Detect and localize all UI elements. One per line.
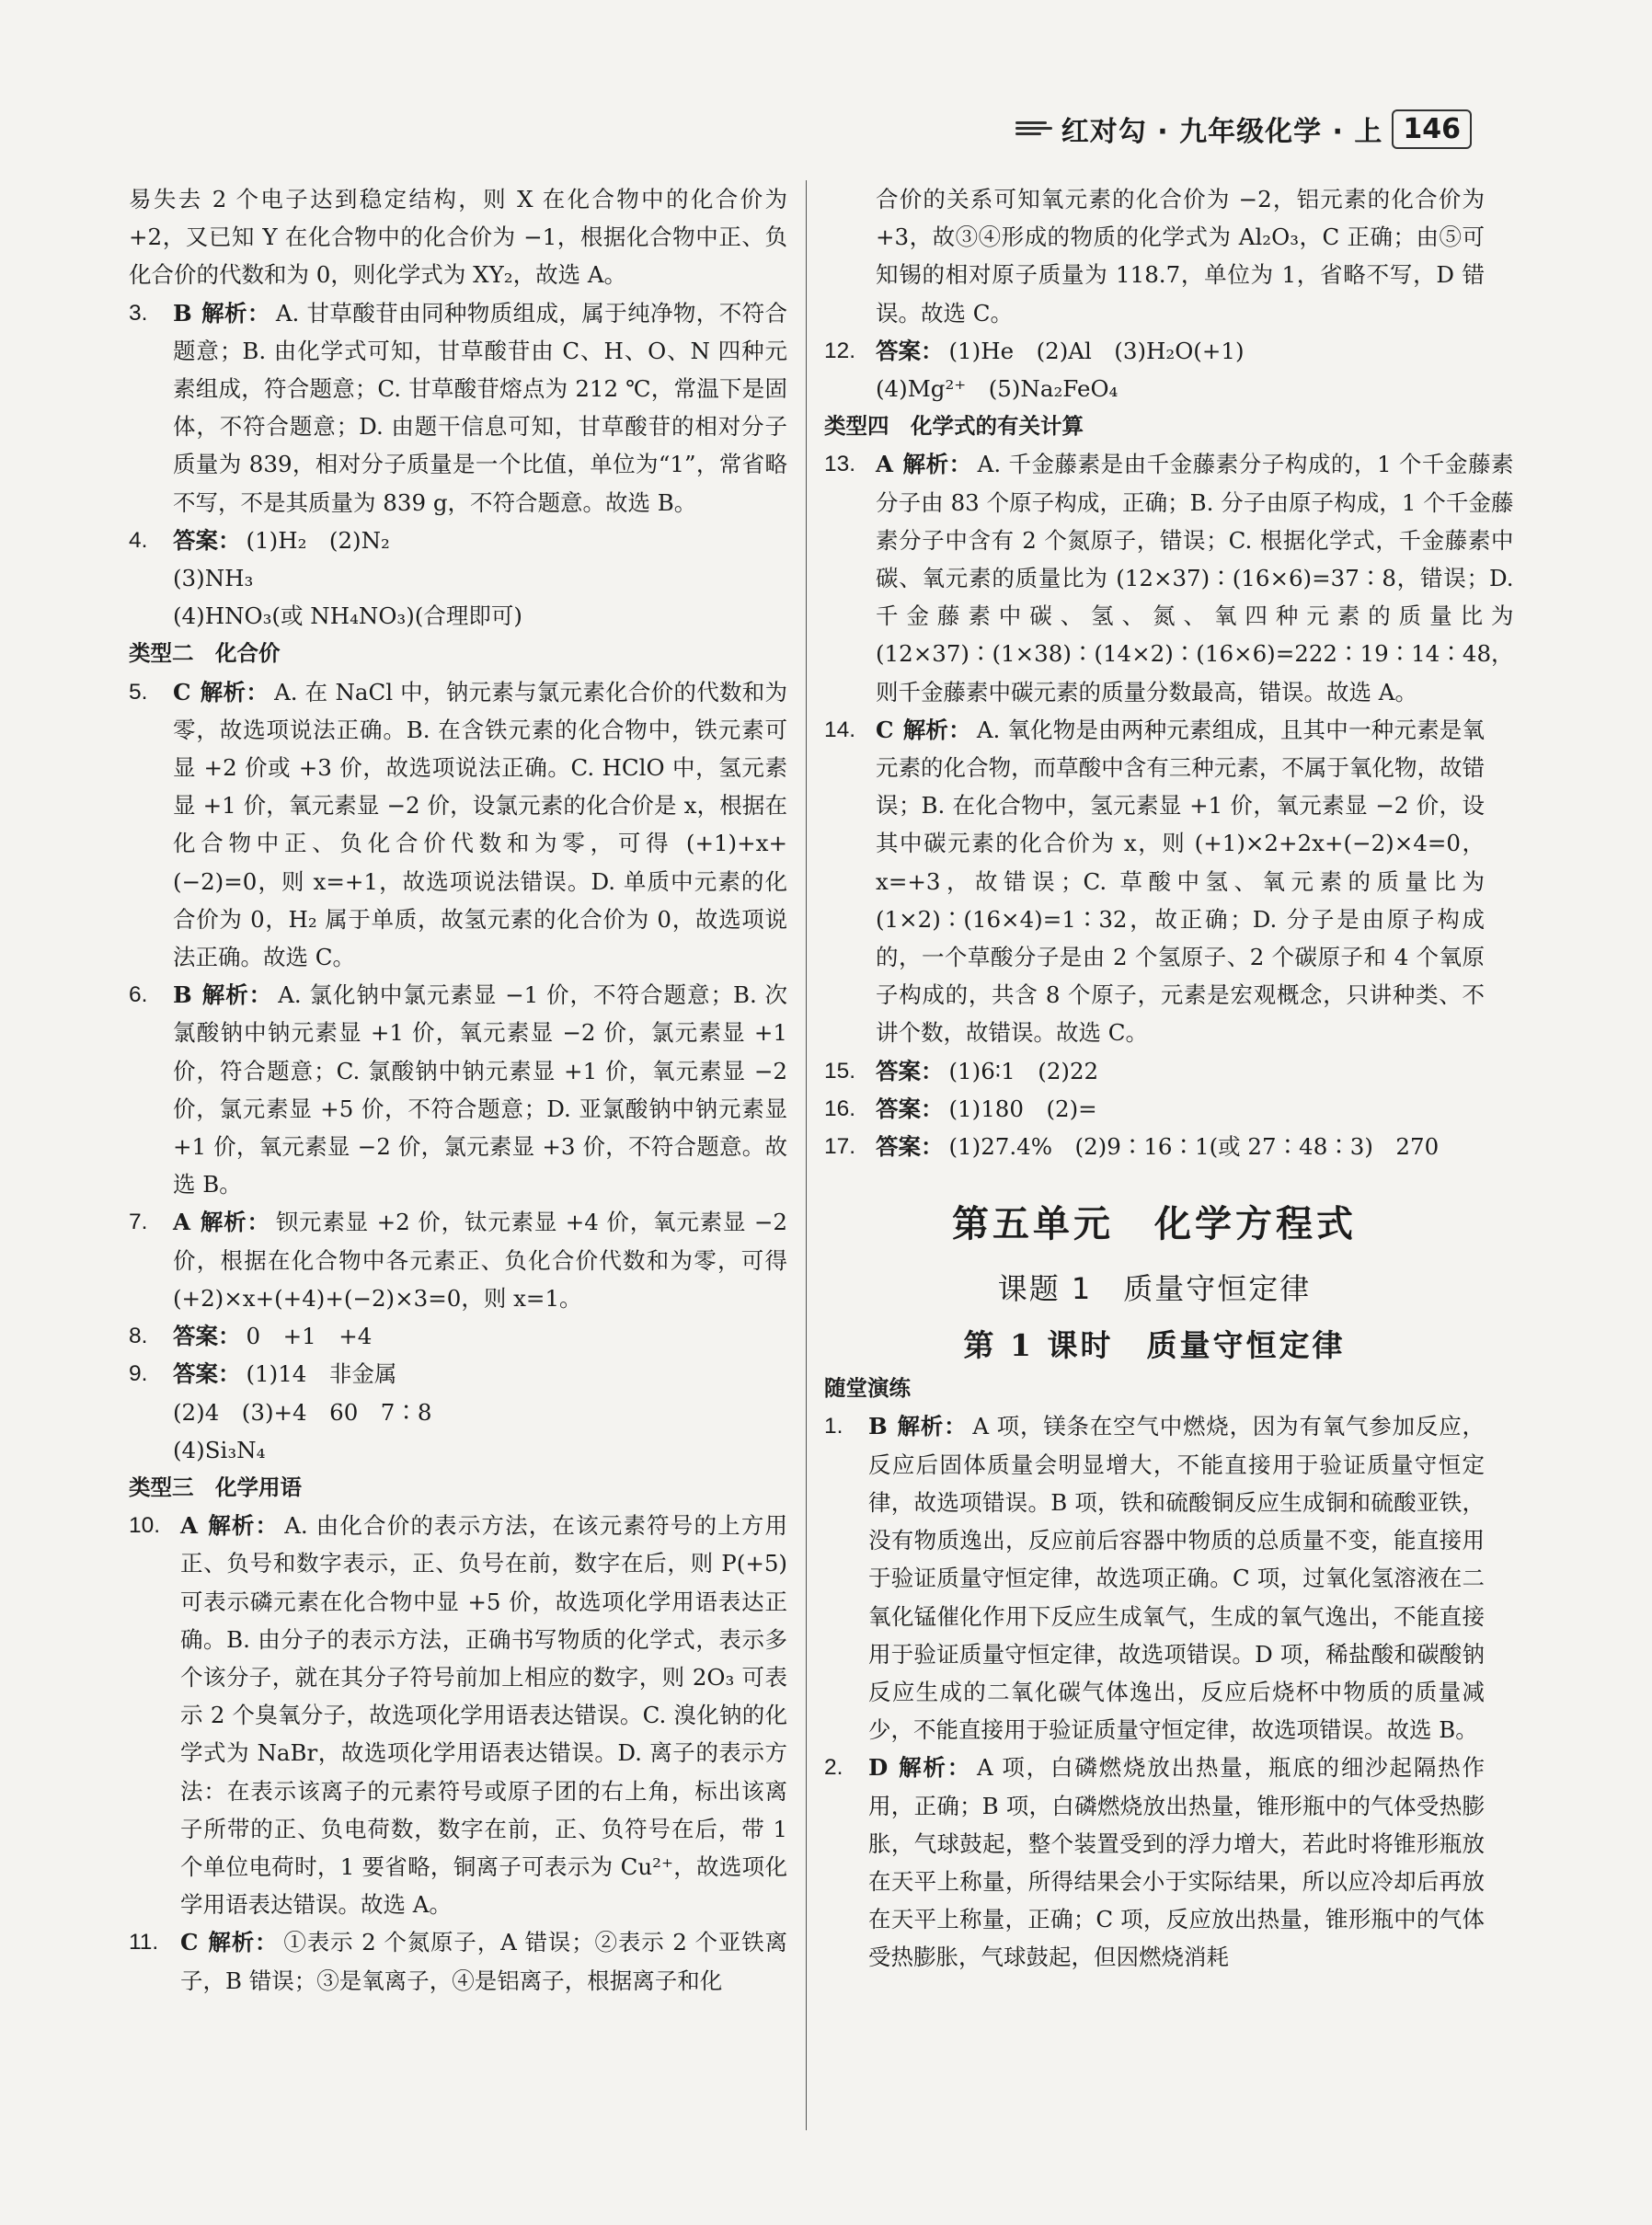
analysis-label: 解析： <box>200 1209 270 1236</box>
answer-letter: B <box>173 981 192 1009</box>
answer-letter: C <box>876 716 894 743</box>
practice-1 <box>824 1407 1485 1749</box>
header-logo-icon <box>1015 119 1052 139</box>
answer-letter: C <box>180 1929 199 1956</box>
analysis-text: A. 在 NaCl 中，钠元素与氯元素化合价的代数和为零，故选项说法正确。B. 在含铁元素的化合物中，铁元素可显 +2 价或 +3 价，故选项说法正确。C. HClO 中，氢元素显 +1 价，氧元素显 −2 价，设氯元素的化合价是 x，根据在化合物中正、负化合价代数和为零，可得 (+1)+x+(−2)=0，则 x=+1，故选项说法错误。D. 单质中元素的化合价为 0，H₂ 属于单质，故氢元素的化合价为 0，故选项说法正确。故选 C。 <box>173 678 788 971</box>
question-number: 15. <box>824 1058 856 1084</box>
answer-text: (1)6∶1 (2)22 <box>948 1057 1099 1084</box>
section-heading: 类型二 化合价 <box>129 640 281 667</box>
left-column <box>129 180 787 2000</box>
question-9 <box>129 1355 787 1393</box>
answer-label: 答案： <box>876 1095 944 1122</box>
question-13 <box>824 445 1514 710</box>
answer-text: (1)27.4% (2)9∶16∶1(或 27∶48∶3) 270 <box>948 1133 1440 1161</box>
answer-line: (1)He (2)Al (3)H₂O(+1) <box>948 337 1245 364</box>
answer-label: 答案： <box>173 1323 241 1350</box>
unit-title: 第五单元 化学方程式 <box>952 1203 1357 1246</box>
question-16 <box>824 1090 1485 1128</box>
analysis-text: 钡元素显 +2 价，钛元素显 +4 价，氧元素显 −2 价，根据在化合物中各元素正、负化合价代数和为零，可得 (+2)×x+(+4)+(−2)×3=0，则 x=1。 <box>173 1209 787 1312</box>
page-header <box>1015 109 1472 149</box>
analysis-label: 解析： <box>902 716 971 743</box>
answer-label: 答案： <box>173 1360 241 1388</box>
question-number: 2. <box>824 1755 843 1781</box>
question-number: 4. <box>129 527 148 553</box>
answer-label: 答案： <box>876 337 944 364</box>
question-number: 1. <box>824 1414 843 1439</box>
analysis-label: 解析： <box>201 299 270 327</box>
answer-letter: B <box>173 299 192 327</box>
analysis-label: 解析： <box>200 678 270 705</box>
continued-text: 易失去 2 个电子达到稳定结构，则 X 在化合物中的化合价为 +2，又已知 Y 在化合物中的化合价为 −1，根据化合物中正、负化合价的代数和为 0，则化学式为 XY₂，故选 A。 <box>129 186 787 289</box>
continued-text: 合价的关系可知氧元素的化合价为 −2，铝元素的化合价为 +3，故③④形成的物质的化学式为 Al₂O₃，C 正确；由⑤可知锡的相对原子质量为 118.7，单位为 1，省略不写，D 错误。故选 C。 <box>876 186 1485 327</box>
answer-letter: B <box>868 1413 888 1440</box>
right-column <box>824 180 1514 1977</box>
question-7 <box>129 1203 787 1317</box>
answer-line: (3)NH₃ <box>173 565 254 592</box>
question-number: 17. <box>824 1134 856 1160</box>
page-number: 146 <box>1392 109 1472 149</box>
question-number: 9. <box>129 1361 148 1387</box>
question-14 <box>824 711 1485 1052</box>
answer-line: (1)H₂ (2)N₂ <box>246 526 390 554</box>
question-12 <box>824 332 1485 370</box>
book-title: 红对勾 · 九年级化学 · 上 <box>1061 116 1383 148</box>
answer-letter: A <box>876 451 894 478</box>
question-8 <box>129 1317 787 1355</box>
question-number: 13. <box>824 452 856 477</box>
question-number: 10. <box>129 1513 161 1539</box>
section-heading: 类型四 化学式的有关计算 <box>824 413 1084 440</box>
answer-line: (1)14 非金属 <box>246 1360 397 1388</box>
analysis-label: 解析： <box>896 1413 968 1440</box>
answer-line: (2)4 (3)+4 60 7∶8 <box>173 1398 432 1426</box>
question-number: 12. <box>824 338 856 363</box>
practice-2 <box>824 1749 1485 1976</box>
question-11 <box>129 1923 787 1999</box>
answer-text: 0 +1 +4 <box>246 1323 373 1350</box>
analysis-text: A. 氧化物是由两种元素组成，且其中一种元素是氧元素的化合物，而草酸中含有三种元素，不属于氧化物，故错误；B. 在化合物中，氢元素显 +1 价，氧元素显 −2 价，设其中碳元素的化合价为 x，则 (+1)×2+2x+(−2)×4=0，x=+3，故错误；C. 草酸中氢、氧元素的质量比为 (1×2)∶(16×4)=1∶32，故正确；D. 分子是由原子构成的，一个草酸分子是由 2 个氢原子、2 个碳原子和 4 个氧原子构成的，共含 8 个原子，元素是宏观概念，只讲种类、不讲个数，故错误。故选 C。 <box>876 716 1485 1047</box>
analysis-text: A. 由化合价的表示方法，在该元素符号的上方用正、负号和数字表示，正、负号在前，数字在后，则 P(+5) 可表示磷元素在化合物中显 +5 价，故选项化学用语表达正确。B. 由分子的表示方法，正确书写物质的化学式，表示多个该分子，就在其分子符号前加上相应的数字，则 2O₃ 可表示 2 个臭氧分子，故选项化学用语表达错误。C. 溴化钠的化学式为 NaBr，故选项化学用语表达错误。D. 离子的表示方法：在表示该离子的元素符号或原子团的右上角，标出该离子所带的正、负电荷数，数字在前，正、负符号在后，带 1 个单位电荷时，1 要省略，铜离子可表示为 Cu²⁺，故选项化学用语表达错误。故选 A。 <box>180 1512 787 1919</box>
question-number: 11. <box>129 1930 159 1955</box>
question-15 <box>824 1052 1485 1090</box>
column-divider <box>806 180 807 2130</box>
analysis-text: ①表示 2 个氮原子，A 错误；②表示 2 个亚铁离子，B 错误；③是氧离子，④是铝离子，根据离子和化 <box>180 1929 788 1994</box>
answer-letter: D <box>868 1754 889 1782</box>
question-17 <box>824 1128 1485 1165</box>
analysis-label: 解析： <box>897 1754 972 1782</box>
answer-label: 答案： <box>876 1057 944 1084</box>
analysis-label: 解析： <box>902 451 972 478</box>
question-number: 5. <box>129 679 148 705</box>
answer-line: (4)Mg²⁺ (5)Na₂FeO₄ <box>876 375 1119 403</box>
analysis-text: A 项，白磷燃烧放出热量，瓶底的细沙起隔热作用，正确；B 项，白磷燃烧放出热量，锥形瓶中的气体受热膨胀，气球鼓起，整个装置受到的浮力增大，若此时将锥形瓶放在天平上称量，所得结果会小于实际结果，所以应冷却后再放在天平上称量，正确；C 项，反应放出热量，锥形瓶中的气体受热膨胀，气球鼓起，但因燃烧消耗 <box>868 1754 1485 1971</box>
answer-label: 答案： <box>876 1133 944 1161</box>
answer-line: (4)HNO₃(或 NH₄NO₃)(合理即可) <box>173 602 522 630</box>
practice-heading: 随堂演练 <box>824 1375 911 1402</box>
answer-text: (1)180 (2)= <box>948 1095 1097 1122</box>
analysis-text: A. 氯化钠中氯元素显 −1 价，不符合题意；B. 次氯酸钠中钠元素显 +1 价，氧元素显 −2 价，氯元素显 +1 价，符合题意；C. 氯酸钠中钠元素显 +1 价，氧元素显 −2 价，氯元素显 +5 价，不符合题意；D. 亚氯酸钠中钠元素显 +1 价，氧元素显 −2 价，氯元素显 +3 价，不符合题意。故选 B。 <box>173 981 788 1199</box>
analysis-label: 解析： <box>201 981 273 1009</box>
answer-label: 答案： <box>173 526 241 554</box>
answer-line: (4)Si₃N₄ <box>173 1436 266 1463</box>
section-heading: 类型三 化学用语 <box>129 1474 302 1500</box>
analysis-label: 解析： <box>207 1929 279 1956</box>
analysis-label: 解析： <box>207 1512 280 1540</box>
analysis-text: A 项，镁条在空气中燃烧，因为有氧气参加反应，反应后固体质量会明显增大，不能直接用于验证质量守恒定律，故选项错误。B 项，铁和硫酸铜反应生成铜和硫酸亚铁，没有物质逸出，反应前后容器中物质的总质量不变，能直接用于验证质量守恒定律，故选项正确。C 项，过氧化氢溶液在二氧化锰催化作用下反应生成氧气，生成的氧气逸出，不能直接用于验证质量守恒定律，故选项错误。D 项，稀盐酸和碳酸钠反应生成的二氧化碳气体逸出，反应后烧杯中物质的质量减少，不能直接用于验证质量守恒定律，故选项错误。故选 B。 <box>868 1413 1485 1744</box>
analysis-text: A. 千金藤素是由千金藤素分子构成的，1 个千金藤素分子由 83 个原子构成，正确；B. 分子由原子构成，1 个千金藤素分子中含有 2 个氮原子，错误；C. 根据化学式，千金藤素中碳、氧元素的质量比为 (12×37)∶(16×6)=37∶8，错误；D. 千金藤素中碳、氢、氮、氧四种元素的质量比为 (12×37)∶(1×38)∶(14×2)∶(16×6)=222∶19∶14∶48，则千金藤素中碳元素的质量分数最高，错误。故选 A。 <box>876 451 1514 705</box>
question-3 <box>129 294 787 522</box>
question-number: 3. <box>129 300 148 326</box>
answer-letter: C <box>173 678 191 705</box>
question-4 <box>129 522 787 559</box>
question-10 <box>129 1507 787 1923</box>
analysis-text: A. 甘草酸苷由同种物质组成，属于纯净物，不符合题意；B. 由化学式可知，甘草酸苷由 C、H、O、N 四种元素组成，符合题意；C. 甘草酸苷熔点为 212 ℃，常温下是固体，不符合题意；D. 由题干信息可知，甘草酸苷的相对分子质量为 839，相对分子质量是一个比值，单位为“1”，常省略不写，不是其质量为 839 g，不符合题意。故选 B。 <box>173 299 787 516</box>
question-number: 16. <box>824 1095 856 1121</box>
lesson-title: 第 1 课时 质量守恒定律 <box>963 1327 1346 1364</box>
question-number: 6. <box>129 982 148 1008</box>
question-number: 14. <box>824 717 856 742</box>
topic-title: 课题 1 质量守恒定律 <box>997 1271 1312 1307</box>
question-number: 7. <box>129 1210 148 1235</box>
question-6 <box>129 976 787 1203</box>
answer-letter: A <box>173 1209 191 1236</box>
question-number: 8. <box>129 1324 148 1349</box>
answer-letter: A <box>180 1512 199 1540</box>
question-5 <box>129 673 787 977</box>
